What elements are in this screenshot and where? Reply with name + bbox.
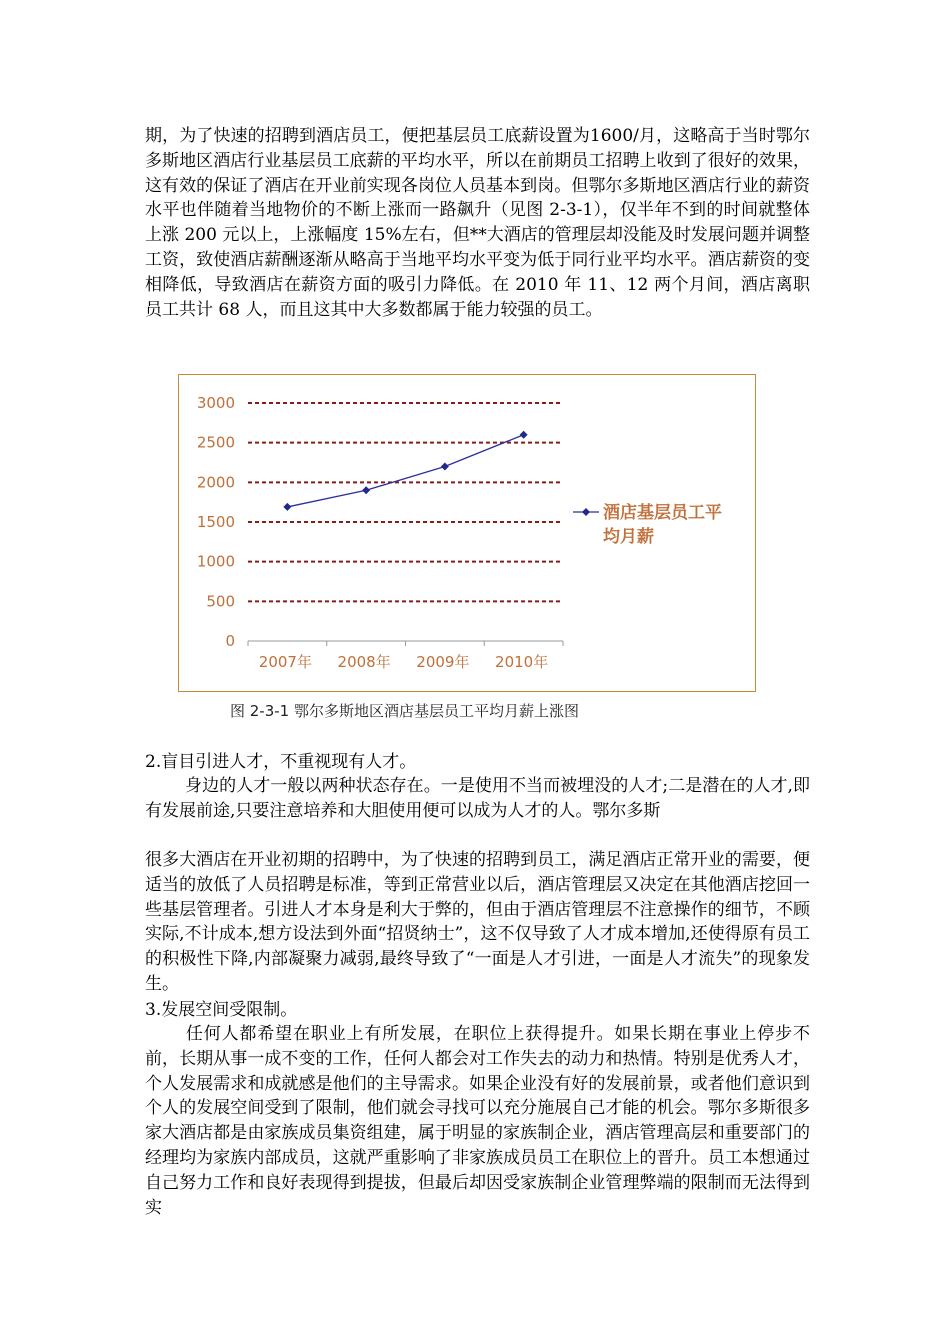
paragraph-development-text: 任何人都希望在职业上有所发展，在职位上获得提升。如果长期在事业上停步不前，长期从事一成不变的工作，任何人都会对工作失去的动力和热情。特别是优秀人才，个人发展需求和成就感是他们的主导需求。如果企业没有好的发展前景，或者他们意识到个人的发展空间受到了限制，他们就会寻找可以充分施展自己才能的机会。鄂尔多斯很多家大酒店都是由家族成员集资组建，属于明显的家族制企业，酒店管理高层和重要部门的经理均为家族内部成员，这就严重影响了非家族成员员工在职位上的晋升。员工本想通过自己努力工作和良好表现得到提拔，但最后却因受家族制企业管理弊端的限制而无法得到实 xyxy=(145,1024,810,1218)
section-heading-2: 2.盲目引进人才，不重视现有人才。 xyxy=(145,752,417,772)
x-tick-label-2: 2009年 xyxy=(416,653,470,671)
legend-marker xyxy=(582,508,590,516)
y-tick-label-2000: 2000 xyxy=(196,473,235,492)
paragraph-talent xyxy=(145,774,810,824)
y-tick-label-500: 500 xyxy=(206,592,235,611)
salary-line-chart xyxy=(179,375,755,691)
paragraph-salary: 期，为了快速的招聘到酒店员工，便把基层员工底薪设置为1600/月，这略高于当时鄂尔多斯地区酒店行业基层员工底薪的平均水平，所以在前期员工招聘上收到了很好的效果，这有效的保证了酒店在开业前实现各岗位人员基本到岗。但鄂尔多斯地区酒店行业的薪资水平也伴随着当地物价的不断上涨而一路飙升（见图 2-3-1），仅半年不到的时间就整体上涨 200 元以上，上涨幅度 15%左右，但**大酒店的管理层却没能及时发展问题并调整工资，致使酒店薪酬逐渐从略高于当地平均水平变为低于同行业平均水平。酒店薪资的变相降低，导致酒店在薪资方面的吸引力降低。在 2010 年 11、12 两个月间，酒店离职员工共计 68 人，而且这其中大多数都属于能力较强的员工。 xyxy=(145,126,810,320)
x-tick-label-3: 2010年 xyxy=(495,653,549,671)
x-tick-label-0: 2007年 xyxy=(258,653,312,671)
data-point-1 xyxy=(362,486,370,494)
x-tick-label-1: 2008年 xyxy=(337,653,391,671)
salary-chart-figure xyxy=(178,374,756,692)
y-tick-label-3000: 3000 xyxy=(196,394,235,412)
data-point-0 xyxy=(283,503,291,511)
y-tick-label-2500: 2500 xyxy=(196,433,235,452)
figure-caption: 图 2-3-1 鄂尔多斯地区酒店基层员工平均月薪上涨图 xyxy=(230,702,579,720)
section-heading-3: 3.发展空间受限制。 xyxy=(145,1000,298,1020)
paragraph-development xyxy=(145,1022,810,1220)
y-tick-label-1500: 1500 xyxy=(196,513,235,531)
data-point-3 xyxy=(520,431,528,439)
legend-label-line-0: 酒店基层员工平 xyxy=(603,503,722,523)
paragraph-recruit: 很多大酒店在开业初期的招聘中，为了快速的招聘到员工，满足酒店正常开业的需要，便适当的放低了人员招聘是标准，等到正常营业以后，酒店管理层又决定在其他酒店挖回一些基层管理者。引进人才本身是利大于弊的，但由于酒店管理层不注意操作的细节，不顾实际,不计成本,想方设法到外面“招贤纳士”，这不仅导致了人才成本增加,还使得原有员工的积极性下降,内部凝聚力减弱,最终导致了“一面是人才引进，一面是人才流失”的现象发生。 xyxy=(145,850,810,994)
data-point-2 xyxy=(441,462,449,470)
y-tick-label-1000: 1000 xyxy=(196,552,235,571)
legend-label-line-1: 均月薪 xyxy=(603,527,654,547)
series-line-0 xyxy=(287,435,523,507)
paragraph-talent-text: 身边的人才一般以两种状态存在。一是使用不当而被埋没的人才;二是潜在的人才,即有发展前途,只要注意培养和大胆使用便可以成为人才的人。鄂尔多斯 xyxy=(145,776,810,821)
y-tick-label-0: 0 xyxy=(225,632,235,650)
